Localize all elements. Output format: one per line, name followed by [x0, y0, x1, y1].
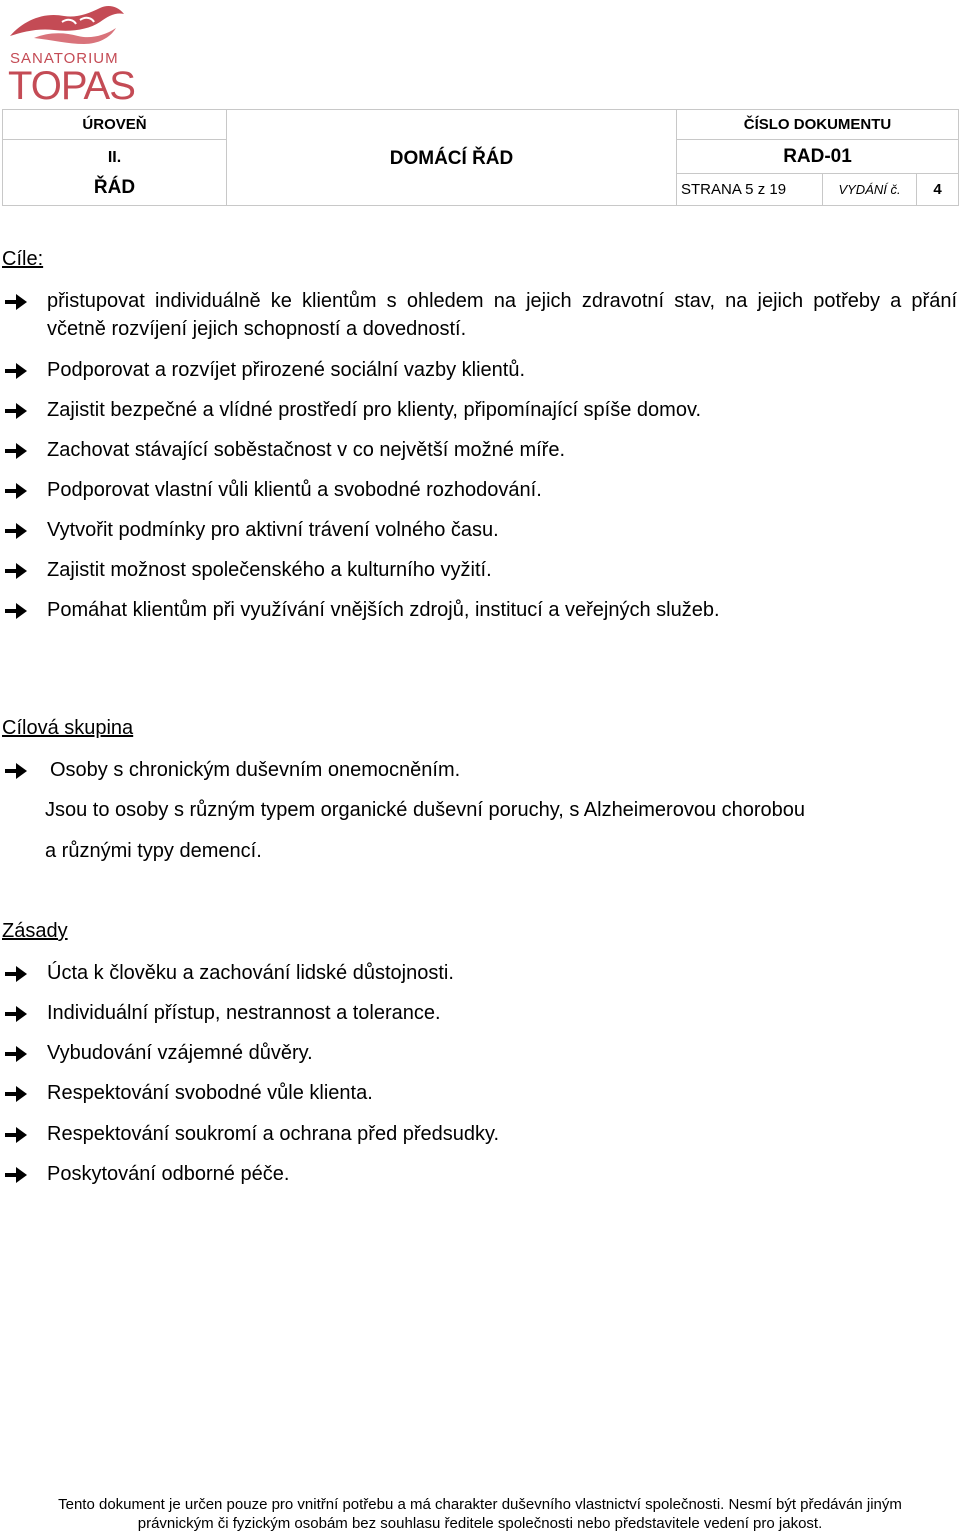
arrow-right-icon	[4, 292, 28, 312]
document-header-table	[2, 109, 959, 206]
goal-item-text: Zachovat stávající soběstačnost v co největší možné míře.	[47, 439, 566, 461]
arrow-right-icon	[4, 361, 28, 381]
arrow-right-icon	[4, 1084, 28, 1104]
goal-item-text: Pomáhat klientům při využívání vnějších zdrojů, institucí a veřejných služeb.	[47, 599, 720, 621]
goals-heading: Cíle:	[2, 248, 44, 270]
arrow-right-icon	[4, 761, 28, 781]
goal-item-text: Vytvořit podmínky pro aktivní trávení volného času.	[47, 519, 499, 541]
principle-item-text: Poskytování odborné péče.	[47, 1163, 290, 1185]
arrow-right-icon	[4, 1004, 28, 1024]
principles-heading: Zásady	[2, 920, 68, 942]
doc-number: RAD-01	[677, 140, 959, 174]
page-counter: STRANA 5 z 19	[677, 174, 823, 206]
goal-item-text: Podporovat a rozvíjet přirozené sociální vazby klientů.	[47, 359, 526, 381]
level-label: ÚROVEŇ	[3, 110, 227, 140]
logo-line-topas: TOPAS	[8, 64, 135, 108]
target-group-description-line1: Jsou to osoby s různým typem organické duševní poruchy, s Alzheimerovou chorobou	[45, 799, 806, 821]
arrow-right-icon	[4, 964, 28, 984]
logo-line-sanatorium: SANATORIUM	[10, 50, 119, 67]
footer-line1: Tento dokument je určen pouze pro vnitřní potřebu a má charakter duševního vlastnictví společnosti. Nesmí být předáván jiným	[58, 1496, 902, 1513]
principle-item-text: Vybudování vzájemné důvěry.	[47, 1042, 313, 1064]
arrow-right-icon	[4, 1125, 28, 1145]
arrow-right-icon	[4, 601, 28, 621]
goal-item-text: Zajistit bezpečné a vlídné prostředí pro klienty, připomínající spíše domov.	[47, 399, 702, 421]
arrow-right-icon	[4, 401, 28, 421]
arrow-right-icon	[4, 1044, 28, 1064]
level-and-type-cell	[3, 140, 227, 206]
arrow-right-icon	[4, 1165, 28, 1185]
document-title	[227, 110, 677, 206]
principle-item-text: Respektování svobodné vůle klienta.	[47, 1082, 373, 1104]
sanatorium-topas-logo	[4, 2, 135, 108]
arrow-right-icon	[4, 561, 28, 581]
principle-item-text: Úcta k člověku a zachování lidské důstojnosti.	[47, 962, 454, 984]
confidentiality-footer	[0, 1495, 960, 1533]
goal-item-text: přistupovat individuálně ke klientům s ohledem na jejich zdravotní stav, na jejich potřeby a přání včetně rozvíjení jejich schopností a dovedností.	[47, 290, 957, 340]
principle-item-text: Individuální přístup, nestrannost a tolerance.	[47, 1002, 441, 1024]
target-group-item-text: Osoby s chronickým duševním onemocněním.	[50, 759, 461, 781]
doc-number-label: ČÍSLO DOKUMENTU	[677, 110, 959, 140]
target-group-description-line2: a různými typy demencí.	[45, 840, 262, 862]
edition-number: 4	[917, 174, 959, 206]
hands-logo-mark	[4, 2, 128, 52]
target-group-heading: Cílová skupina	[2, 717, 134, 739]
footer-line2: právnickým či fyzickým osobám bez souhlasu ředitele společnosti nebo představitele vedení pro jakost.	[137, 1515, 823, 1532]
document-type: ŘÁD	[93, 176, 136, 198]
principle-item-text: Respektování soukromí a ochrana před předsudky.	[47, 1123, 500, 1145]
goal-item-text: Zajistit možnost společenského a kulturního vyžití.	[47, 559, 492, 581]
arrow-right-icon	[4, 481, 28, 501]
level-value: II.	[107, 148, 122, 166]
arrow-right-icon	[4, 521, 28, 541]
edition-label: VYDÁNÍ č.	[823, 174, 917, 206]
goal-item-text: Podporovat vlastní vůli klientů a svobodné rozhodování.	[47, 479, 542, 501]
document-title-text: DOMÁCÍ ŘÁD	[389, 147, 514, 169]
arrow-right-icon	[4, 441, 28, 461]
